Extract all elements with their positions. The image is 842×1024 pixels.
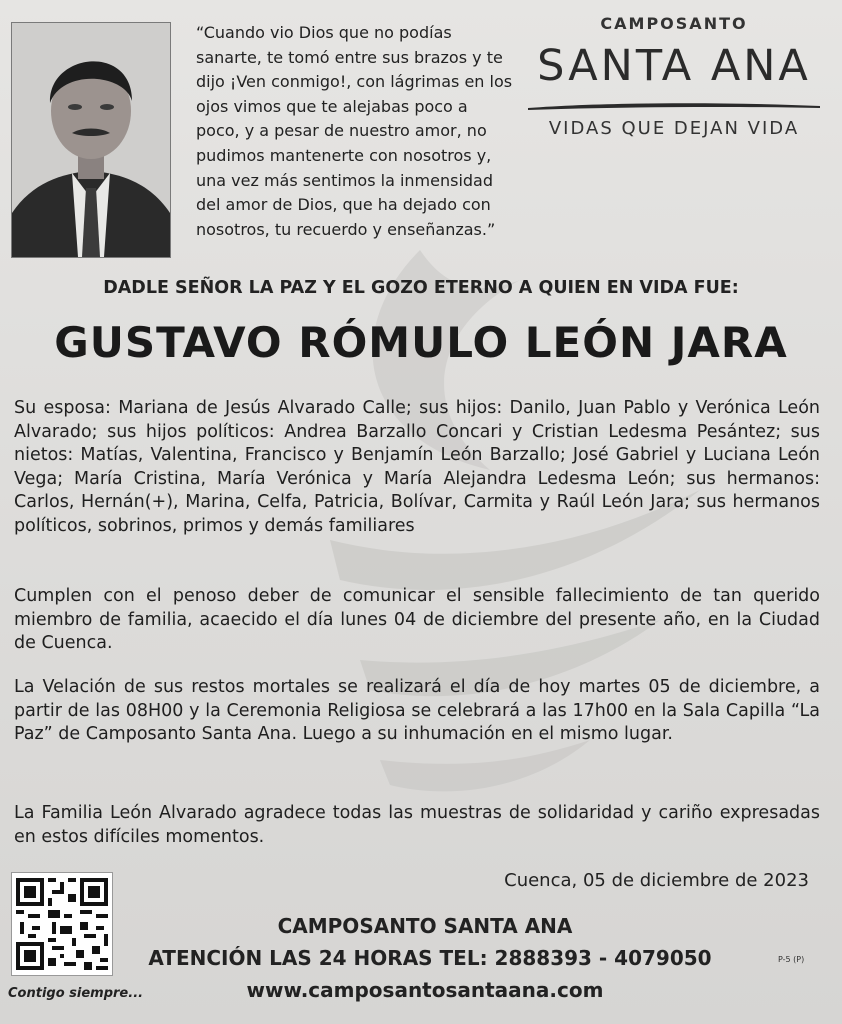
qr-code	[11, 872, 113, 976]
thanks-paragraph: La Familia León Alvarado agradece todas las muestras de solidaridad y cariño expresadas en estos difíciles momentos.	[14, 803, 820, 847]
logo-underline	[528, 100, 820, 112]
memorial-quote: “Cuando vio Dios que no podías sanarte, te tomó entre sus brazos y te dijo ¡Ven conmigo!, con lágrimas en los ojos vimos que te alejabas poco a poco, y a pesar de nuestro amor, no pudimos mantenerte con nosotros y, una vez más sentimos la inmensidad del amor de Dios, que ha dejado con nosotros, tu recuerdo y enseñanzas.”	[196, 23, 513, 239]
logo-tagline: VIDAS QUE DEJAN VIDA	[548, 118, 800, 139]
deceased-portrait	[11, 22, 171, 258]
intro-line: DADLE SEÑOR LA PAZ Y EL GOZO ETERNO A QUIEN EN VIDA FUE:	[103, 278, 739, 298]
logo-name-text: SANTA ANA	[537, 41, 811, 91]
deceased-name: GUSTAVO RÓMULO LEÓN JARA	[54, 318, 788, 367]
footer-website[interactable]: www.camposantosantaana.com	[246, 978, 604, 1002]
date-line: Cuenca, 05 de diciembre de 2023	[504, 870, 809, 891]
family-paragraph: Su esposa: Mariana de Jesús Alvarado Calle; sus hijos: Danilo, Juan Pablo y Verónica León Alvarado; sus hijos políticos: Andrea Barzallo Concari y Cristian Ledesma Pesántez; sus nietos: Matías, Valentina, Francisco y Benjamín León Barzallo; José Gabriel y Luciana León Vega; María Cristina, María Verónica y María Alejandra Ledesma León; sus hermanos: Carlos, Hernán(+), Marina, Celfa, Patricia, Bolívar, Carmita y Raúl León Jara; sus hermanos políticos, sobrinos, primos y demás familiares	[14, 398, 820, 536]
wake-paragraph: La Velación de sus restos mortales se realizará el día de hoy martes 05 de diciembre, a partir de las 08H00 y la Ceremonia Religiosa se celebrará a las 17h00 en la Sala Capilla “La Paz” de Camposanto Santa Ana. Luego a su inhumación en el mismo lugar.	[14, 677, 820, 745]
announcement-paragraph: Cumplen con el penoso deber de comunicar el sensible fallecimiento de tan querido miembro de familia, acaecido el día lunes 04 de diciembre del presente año, en la Ciudad de Cuenca.	[14, 586, 820, 654]
logo-top-text: CAMPOSANTO	[600, 14, 748, 33]
camposanto-logo	[524, 14, 824, 144]
footer-phone: ATENCIÓN LAS 24 HORAS TEL: 2888393 - 4079050	[148, 946, 712, 970]
ad-code: P-5 (P)	[778, 955, 805, 964]
footer-company-name: CAMPOSANTO SANTA ANA	[277, 914, 573, 938]
qr-caption: Contigo siempre...	[8, 986, 144, 1001]
